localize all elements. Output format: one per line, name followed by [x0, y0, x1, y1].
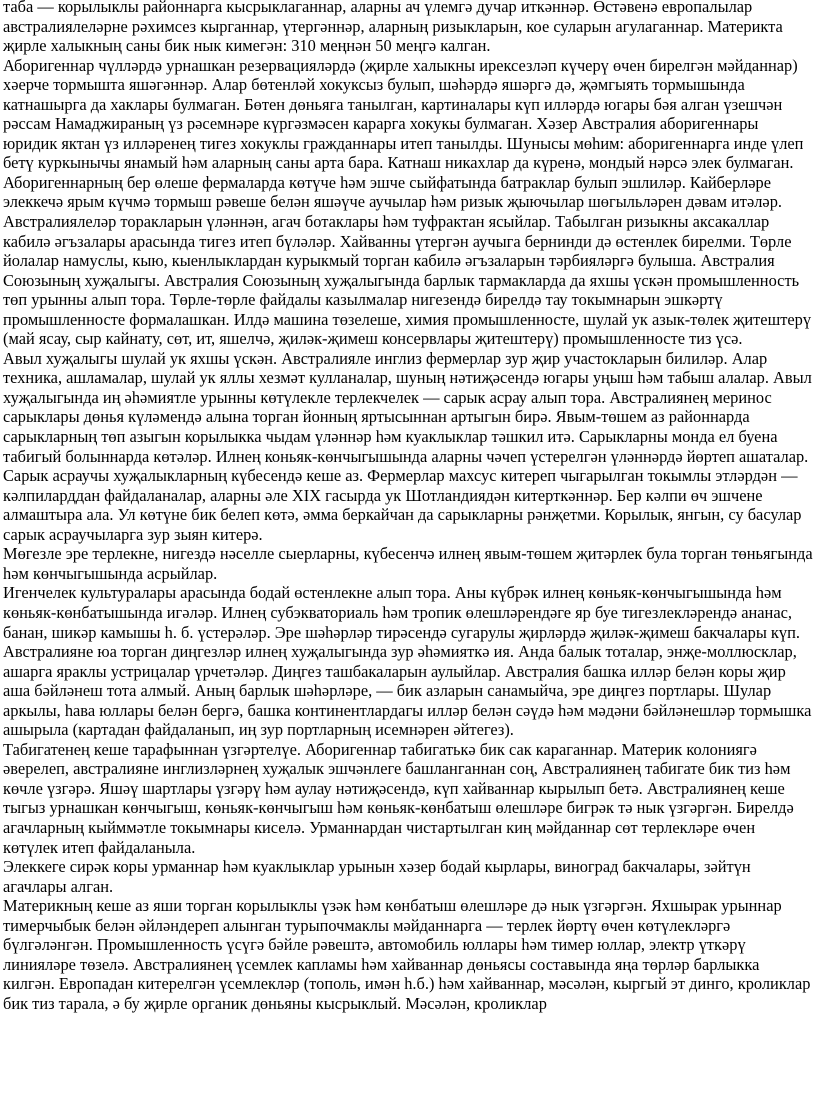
paragraph-5: Сарык асраучы хуҗалыкларның күбесендә кеше аз. Фермерлар махсус китереп чыгарылган токымлы этләрдән — кәлпиларддан файдаланалар, аларны әле XIX гасырда ук Шотландиядән китерткәннәр. Бер кәлпи өч эшчене алмаштыра ала. Ул көтүне бик белеп көтә, әмма беркайчан да сарыкларны рәнҗетми. Корылык, янгын, су басулар сарык асраучыларга зур зыян китерә. — [3, 466, 802, 544]
paragraph-4: сарыкларның төп азыгын корылыкка чыдам үләннәр һәм куаклыклар тәшкил итә. Сарыкларны монда ел буена табигый болыннарда көтәләр. Илнең коньяк-көнчыгышында аларны чәчеп үстерелгән үләннәрдә йөртеп ашаталар. — [3, 427, 809, 466]
paragraph-6: Мөгезле эре терлекне, нигездә нәселле сыерларны, күбесенчә илнең явым-төшем җитәрлек була торган төньягында һәм көнчыгышында асрыйлар. — [3, 544, 813, 583]
paragraph-7: Игенчелек культуралары арасында бодай өстенлекне алып тора. Аны күбрәк илнең көньяк-көнчыгышында һәм көньяк-көнбатышында игәләр. Илнең субэкваториаль һәм тропик өлешләрендәге яр буе тигезлекләрендә ананас, банан, шикәр камышы һ. б. үстерәләр. Эре шәһәрләр тирәсендә сугарулы җирләрдә җиләк-җимеш бакчалары күп. — [3, 583, 800, 642]
paragraph-3: Авыл хуҗалыгы шулай ук яхшы үскән. Австралияле инглиз фермерлар зур җир участокларын билиләр. Алар техника, ашламалар, шулай ук яллы хезмәт кулланалар, шуның нәтиҗәсендә югары уңыш һәм табыш алалар. Авыл хуҗалыгында иң әһәмиятле урынны көтүлекле терлекчелек — сарык асрау алып тора. Австралиянең меринос сарыклары дөнья күләмендә алына торган йонның яртысыннан артыгын бирә. Явым-төшем аз районнарда — [3, 348, 812, 427]
paragraph-10: Элеккеге сирәк коры урманнар һәм куаклыклар урынын хәзер бодай кырлары, виноград бакчалары, зәйтүн агачлары алган. — [3, 857, 751, 896]
paragraph-2: Аборигеннар чүлләрдә урнашкан резервацияләрдә (җирле халыкны ирексезләп күчерү өчен бирелгән мәйданнар) хәерче тормышта яшәгәннәр. Алар бөтенләй хокуксыз булып, шәһәрдә яшәргә дә, җәмгыять тормышында катнашырга да хаклары булмаган. Бөтен дөньяга танылган, картиналары күп илләрдә югары бәя алган үзешчән рәссам Намаджираның үз рәсемнәре күргәзмәсен карарга хокукы булмаган. Хәзер Австралия аборигеннары юридик яктан үз илләренең тигез хокуклы гражданнары итеп танылды. Шунысы мөһим: аборигеннарга инде үлеп бетү куркынычы янамый һәм аларның саны арта бара. Катнаш никахлар да күренә, мондый нәрсә элек булмаган. Аборигеннарның бер өлеше фермаларда көтүче һәм эшче сыйфатында батраклар булып эшлиләр. Кайберләре элеккечә ярым күчмә тормыш рәвеше белән яшәүче аучылар һәм ризык җыючылар шөгыльләрен дәвам итәләр. Австралиялеләр торакларын үләннән, агач ботаклары һәм туфрактан ясыйлар. Табылган ризыкны аксакаллар кабилә әгъзалары арасында тигез итеп бүләләр. Хайванны үтергән аучыга бернинди дә өстенлек бирелми. Төрле йолалар намуслы, кыю, кыенлыклардан курыкмый торган кабилә әгъзаларын тәрбияләргә булыша. Австралия Союзының хуҗалыгы. Австралия Союзының хуҗалыгында барлык тармакларда да яхшы үскән промышленность төп урынны алып тора. Төрле-төрле файдалы казылмалар нигезендә бирелдә тау токымнарын эшкәртү промышленносте формалашкан. Илдә машина төзелеше, химия промышленносте, шулай ук азык-төлек җитештерү (май ясау, сыр кайнату, сөт, ит, яшелчә, җиләк-җимеш консервлары җитештерү) промышленносте тиз үсә. — [3, 55, 812, 349]
paragraph-9: Табигатенең кеше тарафыннан үзгәртелүе. Аборигеннар табигатькә бик сак караганнар. Материк колониягә әверелеп, австралияне инглизләрнең хуҗалык эшчәнлеге башланганнан соң, Австралиянең табигате бик тиз һәм көчле үзгәрә. Яшәү шартлары үзгәрү һәм аулау нәтиҗәсендә, күп хайваннар кырылып бетә. Австралиянең кеше тыгыз урнашкан көнчыгыш, көньяк-көнчыгыш һәм көньяк-көнбатыш өлешләре бигрәк тә нык үзгәргән. Бирелдә агачларның кыйммәтле токымнары киселә. Урманнардан чистартылган киң мәйданнар сөт терлекләре өчен көтүлек итеп файдаланыла. — [3, 739, 794, 857]
paragraph-8: Австралияне юа торган диңгезләр илнең хуҗалыгында зур әһәмияткә ия. Анда балык тоталар, энҗе-моллюсклар, ашарга яраклы устрицалар үрчетәләр. Диңгез ташбакаларын аулыйлар. Австралия башка илләр белән коры җир аша бәйләнеш тота алмый. Аның барлык шәһәрләре, — бик азларын санамыйча, эре диңгез портлары. Шулар аркылы, һава юллары белән бергә, башка континентлардагы илләр белән сәүдә һәм мәдәни бәйләнешләр тормышка ашырыла (картадан файдаланып, иң зур портларның исемнәрен әйтегез). — [3, 642, 812, 740]
paragraph-11: Материкның кеше аз яши торган корылыклы үзәк һәм көнбатыш өлешләре дә нык үзгәргән. Яхшырак урыннар тимерчыбык белән әйләндереп алынган турыпочмаклы мәйданнарга — терлек йөртү өчен көтүлекләргә бүлгәләнгән. Промышленность үсүгә бәйле рәвештә, автомобиль юллары һәм тимер юллар, электр үткәрү линияләре төзелә. Австралиянең үсемлек капламы һәм хайваннар дөньясы составында яңа төрләр барлыкка килгән. Европадан китерелгән үсемлекләр (тополь, имән һ.б.) һәм хайваннар, мәсәлән, кыргый эт динго, кроликлар бик тиз тарала, ә бу җирле органик дөньяны кысрыклый. Мәсәлән, кроликлар — [3, 896, 811, 1013]
paragraph-1: таба — корылыклы районнарга кысрыклаганнар, аларны ач үлемгә дучар иткәннәр. Өстәвенә европалылар австралиялеләрне рәхимсез кырганнар, үтергәннәр, аларның ризыкларын, кое суларын агулаганнар. Материкта җирле халыкның саны бик нык кимегән: 310 меңнән 50 меңгә калган. — [3, 0, 783, 56]
